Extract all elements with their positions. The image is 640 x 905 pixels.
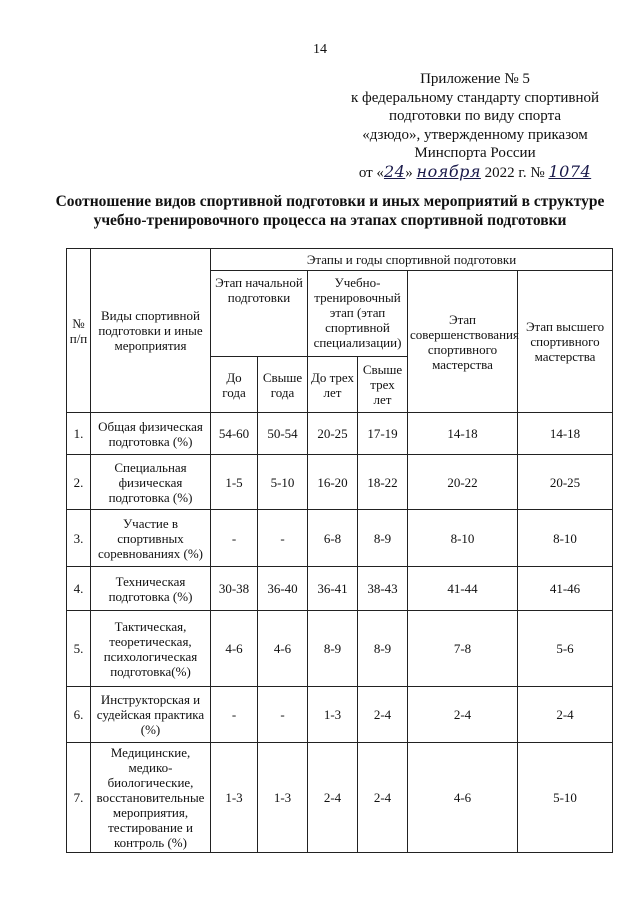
row-num: 2.: [67, 455, 91, 510]
header-training-stage: Учебно-тренировочный этап (этап спортивной специализации): [308, 271, 408, 357]
row-value: 2-4: [358, 687, 408, 743]
table-row: [67, 743, 613, 853]
row-num: 7.: [67, 743, 91, 853]
row-value: 50-54: [258, 413, 308, 455]
order-date-line: [330, 163, 620, 183]
row-value: 8-10: [518, 510, 613, 567]
row-value: 18-22: [358, 455, 408, 510]
document-title: [40, 192, 620, 230]
table-row: [67, 455, 613, 510]
table-row: [67, 413, 613, 455]
row-value: 6-8: [308, 510, 358, 567]
table-row: [67, 510, 613, 567]
header-over-year: Свыше года: [258, 357, 308, 413]
header-stages-group: Этапы и годы спортивной подготовки: [211, 249, 613, 271]
appendix-line: подготовки по виду спорта: [389, 108, 561, 124]
row-value: 8-9: [308, 611, 358, 687]
date-mid: »: [405, 164, 417, 181]
table-row: [67, 687, 613, 743]
row-value: 1-3: [258, 743, 308, 853]
row-value: 20-25: [308, 413, 358, 455]
row-value: 4-6: [211, 611, 258, 687]
handwritten-month: ноября: [416, 161, 481, 181]
row-value: 54-60: [211, 413, 258, 455]
row-value: 16-20: [308, 455, 358, 510]
row-value: 36-41: [308, 567, 358, 611]
row-name: Общая физическая подготовка (%): [91, 413, 211, 455]
row-value: 1-3: [211, 743, 258, 853]
row-name: Медицинские, медико-биологические, восстановительные мероприятия, тестирование и контроль (%): [91, 743, 211, 853]
appendix-line: «дзюдо», утвержденному приказом: [362, 126, 588, 143]
header-improvement-stage: Этап совершенствования спортивного мастерства: [408, 271, 518, 413]
row-value: 1-5: [211, 455, 258, 510]
row-name: Участие в спортивных соревнованиях (%): [91, 510, 211, 567]
header-highest-stage: Этап высшего спортивного мастерства: [518, 271, 613, 413]
row-value: 1-3: [308, 687, 358, 743]
row-value: 38-43: [358, 567, 408, 611]
appendix-line: Минспорта России: [414, 145, 536, 161]
row-num: 1.: [67, 413, 91, 455]
row-value: 2-4: [408, 687, 518, 743]
date-prefix: от «: [358, 164, 384, 181]
appendix-block: [330, 70, 620, 182]
handwritten-day: 24: [383, 161, 406, 181]
title-line: учебно-тренировочного процесса на этапах спортивной подготовки: [93, 212, 567, 229]
row-num: 6.: [67, 687, 91, 743]
row-value: 20-22: [408, 455, 518, 510]
appendix-title: Приложение № 5: [420, 71, 530, 87]
appendix-line: к федеральному стандарту спортивной: [350, 89, 600, 106]
header-over-three-years: Свыше трех лет: [358, 357, 408, 413]
row-value: 36-40: [258, 567, 308, 611]
table-row: [67, 611, 613, 687]
header-up-to-year: До года: [211, 357, 258, 413]
row-name: Специальная физическая подготовка (%): [91, 455, 211, 510]
row-value: 2-4: [518, 687, 613, 743]
row-value: -: [211, 510, 258, 567]
row-value: 41-46: [518, 567, 613, 611]
table-row: [67, 567, 613, 611]
row-name: Тактическая, теоретическая, психологическая подготовка(%): [91, 611, 211, 687]
handwritten-order-number: 1074: [548, 161, 592, 181]
row-value: 41-44: [408, 567, 518, 611]
row-value: 7-8: [408, 611, 518, 687]
row-value: 5-6: [518, 611, 613, 687]
header-initial-stage: Этап начальной подготовки: [211, 271, 308, 357]
row-value: -: [258, 510, 308, 567]
header-kind: Виды спортивной подготовки и иные мероприятия: [91, 249, 211, 413]
row-value: 8-10: [408, 510, 518, 567]
row-value: 8-9: [358, 510, 408, 567]
row-value: 30-38: [211, 567, 258, 611]
header-num: № п/п: [67, 249, 91, 413]
row-num: 5.: [67, 611, 91, 687]
row-value: 2-4: [308, 743, 358, 853]
row-value: -: [211, 687, 258, 743]
row-num: 4.: [67, 567, 91, 611]
row-value: 8-9: [358, 611, 408, 687]
row-value: 5-10: [258, 455, 308, 510]
row-value: 17-19: [358, 413, 408, 455]
row-value: 4-6: [408, 743, 518, 853]
title-line: Соотношение видов спортивной подготовки и иных мероприятий в структуре: [55, 193, 605, 210]
header-up-to-three-years: До трех лет: [308, 357, 358, 413]
row-value: -: [258, 687, 308, 743]
year-text: 2022 г. №: [480, 164, 549, 181]
row-value: 20-25: [518, 455, 613, 510]
stages-ratio-table: [66, 248, 613, 853]
row-value: 14-18: [408, 413, 518, 455]
row-value: 4-6: [258, 611, 308, 687]
row-name: Техническая подготовка (%): [91, 567, 211, 611]
page-number: 14: [313, 42, 327, 57]
row-num: 3.: [67, 510, 91, 567]
row-name: Инструкторская и судейская практика (%): [91, 687, 211, 743]
row-value: 14-18: [518, 413, 613, 455]
row-value: 2-4: [358, 743, 408, 853]
row-value: 5-10: [518, 743, 613, 853]
